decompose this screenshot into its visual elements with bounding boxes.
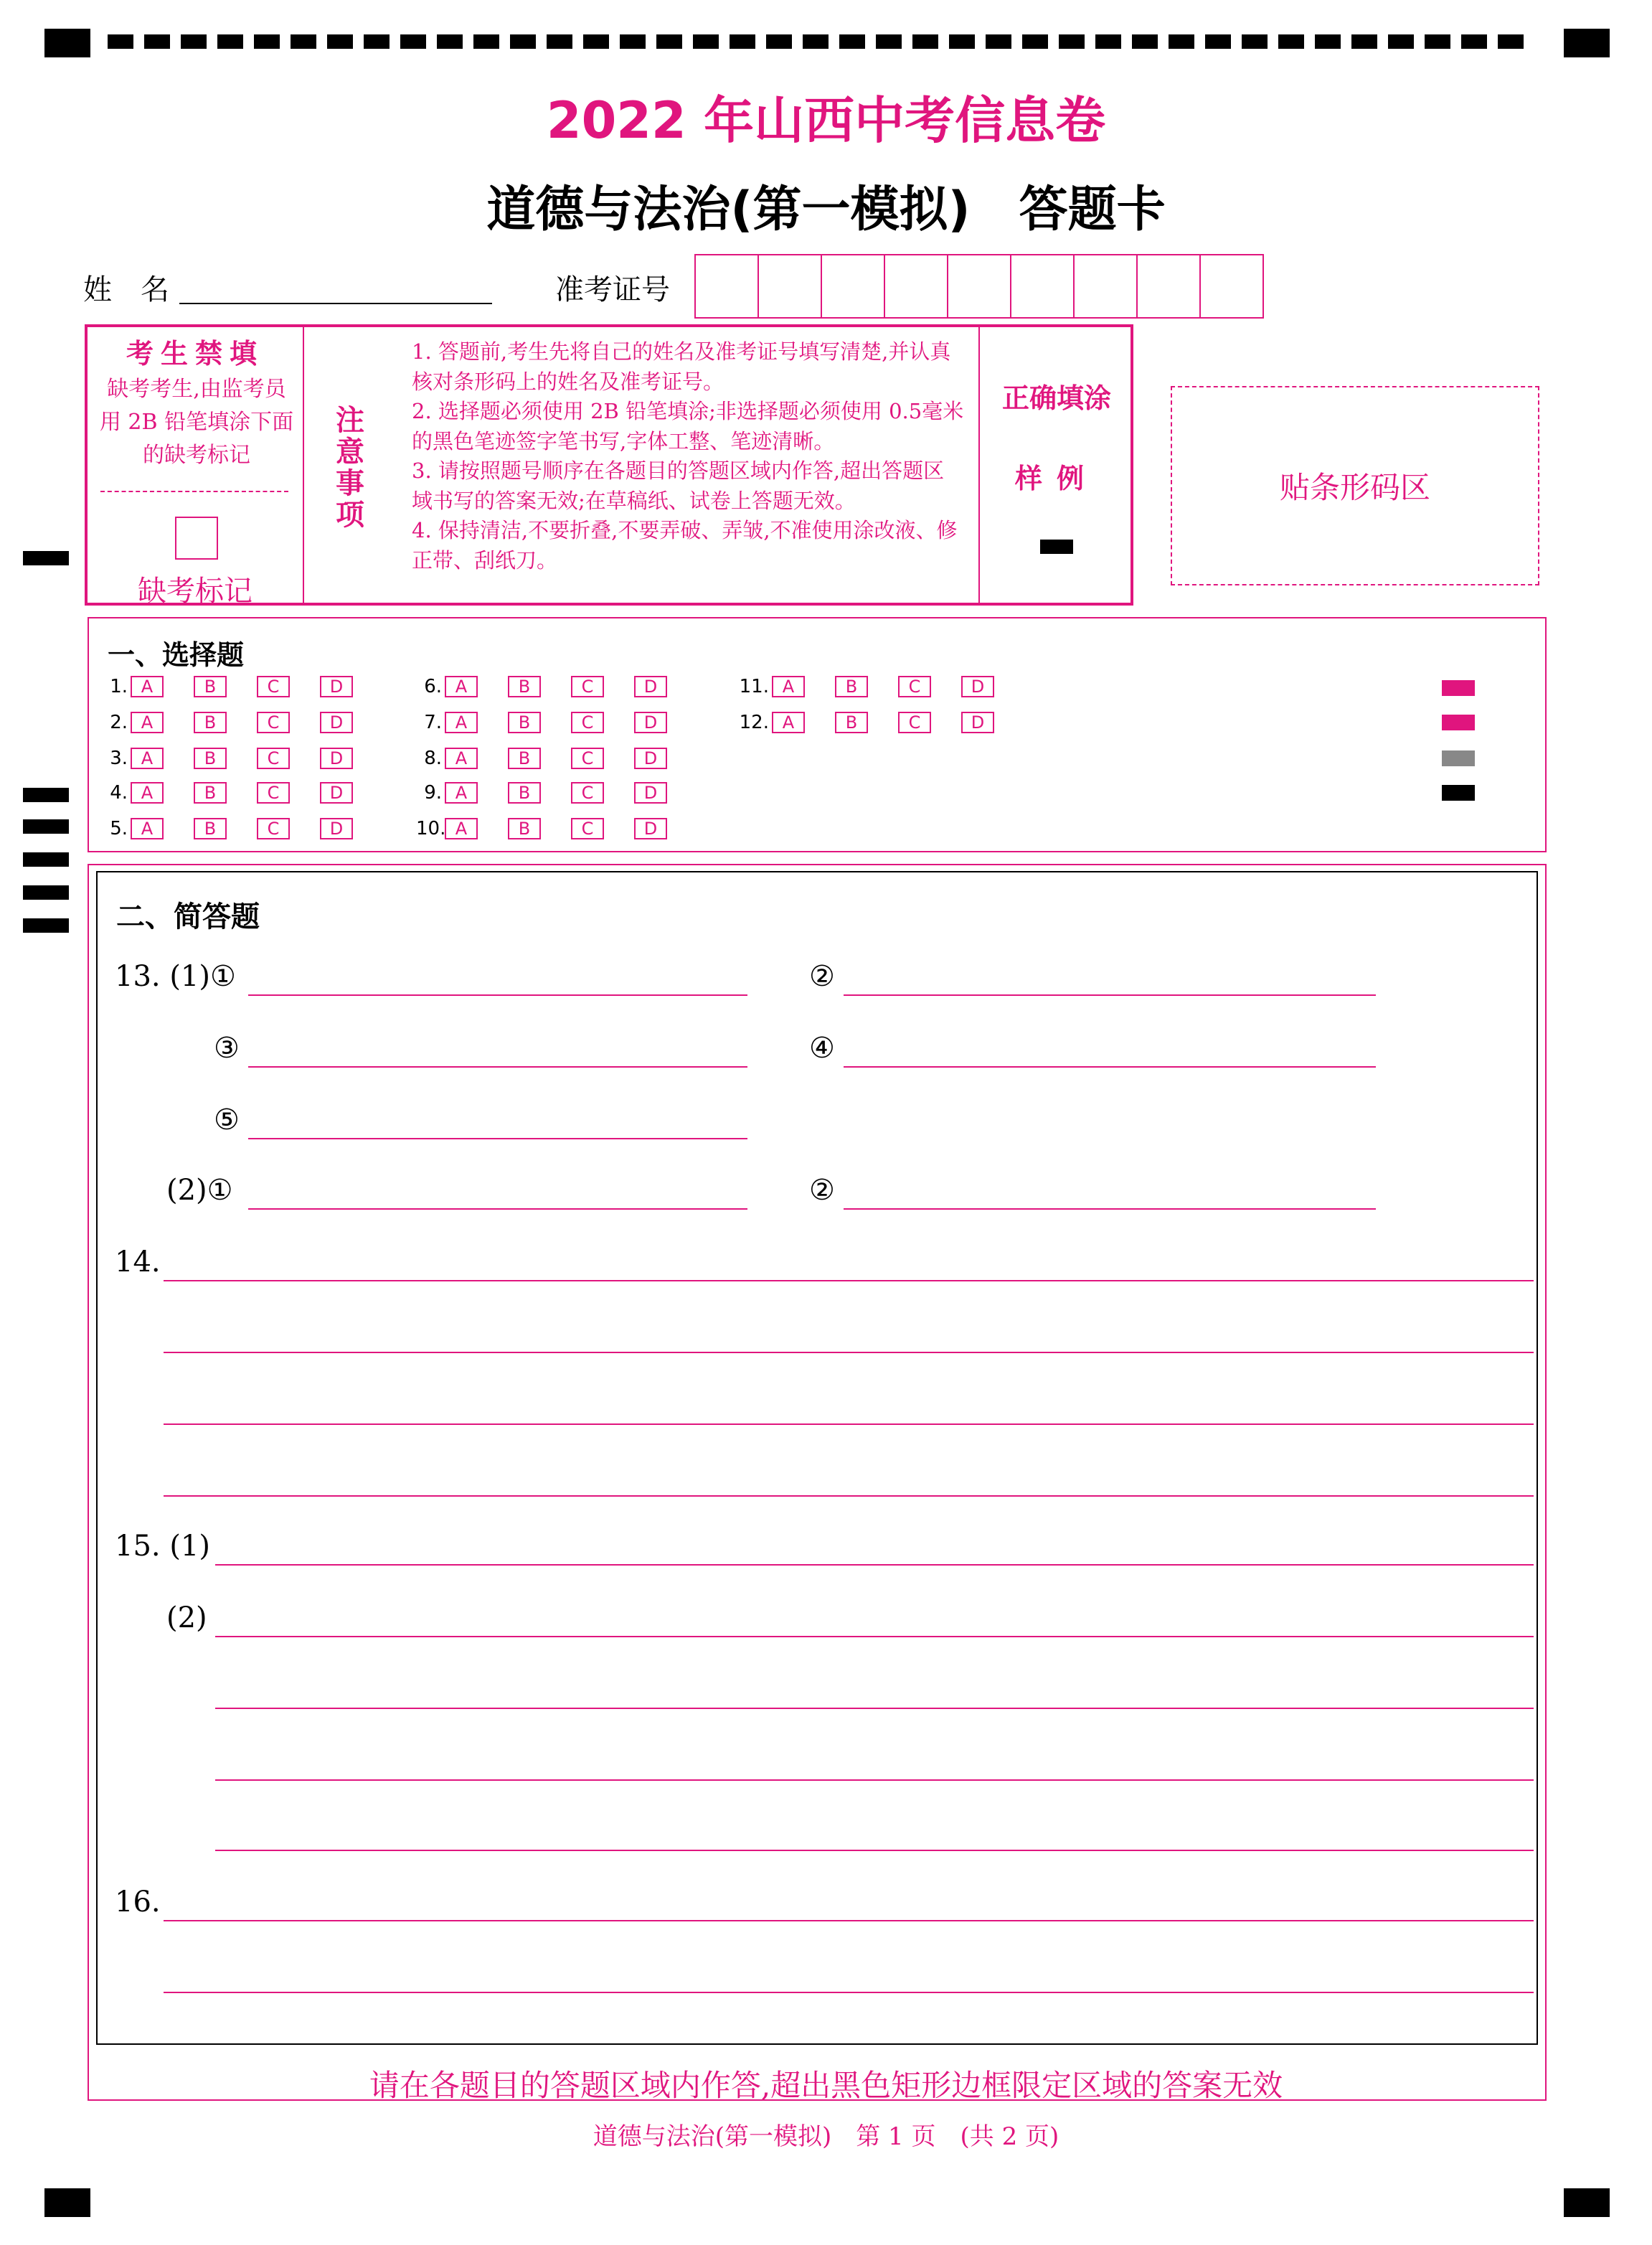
option-bubble-c[interactable]: C xyxy=(257,782,290,804)
question-number: 11. xyxy=(739,676,769,697)
timing-dash xyxy=(1169,34,1194,49)
corner-mark-top-right xyxy=(1564,29,1610,57)
timing-dash xyxy=(181,34,207,49)
option-bubble-d[interactable]: D xyxy=(634,676,667,697)
exam-id-digit-box[interactable] xyxy=(694,254,759,319)
timing-dash xyxy=(1498,34,1524,49)
timing-dash xyxy=(766,34,792,49)
question-number: 3. xyxy=(110,748,128,769)
option-bubble-a[interactable]: A xyxy=(445,676,478,697)
timing-dash xyxy=(656,34,682,49)
exam-id-boxes xyxy=(694,254,1262,317)
answer-line[interactable] xyxy=(248,1138,747,1139)
side-mark xyxy=(23,819,69,834)
exam-id-digit-box[interactable] xyxy=(1073,254,1138,319)
correct-fill-label: 正确填涂 xyxy=(1001,382,1111,414)
timing-dash xyxy=(144,34,170,49)
timing-dash xyxy=(803,34,829,49)
question-number: 5. xyxy=(110,818,128,839)
exam-id-digit-box[interactable] xyxy=(1010,254,1075,319)
q15-2-label: (2) xyxy=(166,1601,207,1634)
choice-question-row xyxy=(416,816,697,841)
option-bubble-d[interactable]: D xyxy=(634,782,667,804)
option-bubble-c[interactable]: C xyxy=(257,818,290,839)
absence-heading: 考生禁填 xyxy=(126,338,264,370)
notice-rule: 1. 答题前,考生先将自己的姓名及准考证号填写清楚,并认真核对条形码上的姓名及准考证号。 xyxy=(412,339,951,394)
choice-question-row xyxy=(416,710,697,735)
absence-instructions: 缺考考生,由监考员用 2B 铅笔填涂下面的缺考标记 xyxy=(99,377,294,468)
calibration-mark-pink xyxy=(1442,680,1475,696)
answer-line[interactable] xyxy=(248,1066,747,1068)
barcode-area xyxy=(1171,386,1539,585)
timing-dash xyxy=(1242,34,1268,49)
option-bubble-b[interactable]: B xyxy=(194,818,227,839)
option-bubble-c[interactable]: C xyxy=(571,712,604,733)
choice-question-row xyxy=(416,746,697,771)
timing-dash xyxy=(693,34,719,49)
corner-mark-top-left xyxy=(44,29,90,57)
side-mark xyxy=(23,918,69,933)
option-bubble-d[interactable]: D xyxy=(320,676,353,697)
question-number: 6. xyxy=(424,676,442,697)
side-mark xyxy=(23,885,69,900)
notice-rule: 2. 选择题必须使用 2B 铅笔填涂;非选择题必须使用 0.5毫米的黑色笔迹签字笔书写,字体工整、笔迹清晰。 xyxy=(412,399,964,453)
exam-id-digit-box[interactable] xyxy=(1136,254,1201,319)
answer-line[interactable] xyxy=(164,1423,1534,1425)
option-bubble-a[interactable]: A xyxy=(131,712,164,733)
option-bubble-b[interactable]: B xyxy=(508,818,541,839)
q16-label: 16. xyxy=(115,1886,161,1919)
name-label: 姓 名 xyxy=(83,273,169,306)
sample-label: 样例 xyxy=(1014,463,1098,494)
exam-id-label: 准考证号 xyxy=(555,273,670,306)
q13-circle-3: ③ xyxy=(214,1032,240,1065)
sample-fill-mark xyxy=(1040,540,1073,554)
choice-question-row xyxy=(735,674,1024,699)
exam-id-digit-box[interactable] xyxy=(757,254,822,319)
option-bubble-c[interactable]: C xyxy=(898,712,931,733)
timing-dash xyxy=(291,34,316,49)
option-bubble-a[interactable]: A xyxy=(131,748,164,769)
name-field[interactable] xyxy=(179,303,492,304)
option-bubble-a[interactable]: A xyxy=(131,782,164,804)
option-bubble-a[interactable]: A xyxy=(772,676,805,697)
q13-2-circle-2: ② xyxy=(809,1174,835,1207)
exam-id-digit-box[interactable] xyxy=(821,254,885,319)
question-number: 12. xyxy=(739,712,769,733)
timing-dash xyxy=(327,34,353,49)
option-bubble-d[interactable]: D xyxy=(320,712,353,733)
timing-dash xyxy=(620,34,646,49)
side-mark xyxy=(23,551,69,565)
corner-mark-bottom-left xyxy=(44,2188,90,2217)
option-bubble-d[interactable]: D xyxy=(320,748,353,769)
timing-dash xyxy=(510,34,536,49)
choice-question-row xyxy=(102,816,383,841)
short-answer-title: 二、简答题 xyxy=(116,900,260,933)
choice-question-row xyxy=(735,710,1024,735)
choice-question-row xyxy=(102,674,383,699)
question-number: 10. xyxy=(416,818,446,839)
calibration-mark-pink xyxy=(1442,715,1475,730)
answer-line[interactable] xyxy=(164,1280,1534,1281)
question-number: 9. xyxy=(424,782,442,804)
option-bubble-c[interactable]: C xyxy=(571,818,604,839)
notice-rule: 3. 请按照题号顺序在各题目的答题区域内作答,超出答题区域书写的答案无效;在草稿纸、试卷上答题无效。 xyxy=(412,458,945,513)
timing-dash xyxy=(1022,34,1048,49)
answer-line[interactable] xyxy=(164,1352,1534,1353)
timing-dash xyxy=(912,34,938,49)
side-mark xyxy=(23,852,69,867)
q14-label: 14. xyxy=(115,1246,161,1279)
timing-dash xyxy=(986,34,1011,49)
side-mark xyxy=(23,788,69,802)
option-bubble-d[interactable]: D xyxy=(961,676,994,697)
calibration-mark-black xyxy=(1442,785,1475,801)
exam-id-digit-box[interactable] xyxy=(947,254,1011,319)
option-bubble-d[interactable]: D xyxy=(320,818,353,839)
option-bubble-d[interactable]: D xyxy=(320,782,353,804)
q13-circle-4: ④ xyxy=(809,1032,835,1065)
option-bubble-c[interactable]: C xyxy=(257,712,290,733)
option-bubble-c[interactable]: C xyxy=(257,676,290,697)
question-number: 8. xyxy=(424,748,442,769)
timing-dash xyxy=(108,34,133,49)
option-bubble-b[interactable]: B xyxy=(508,748,541,769)
choice-question-row xyxy=(102,710,383,735)
timing-dash xyxy=(473,34,499,49)
option-bubble-d[interactable]: D xyxy=(634,712,667,733)
option-bubble-b[interactable]: B xyxy=(508,676,541,697)
choice-section-title: 一、选择题 xyxy=(108,639,245,671)
timing-dash xyxy=(437,34,463,49)
exam-id-digit-box[interactable] xyxy=(1199,254,1264,319)
timing-dash xyxy=(1388,34,1414,49)
question-number: 1. xyxy=(110,676,128,697)
answer-line[interactable] xyxy=(164,1495,1534,1497)
answer-line[interactable] xyxy=(844,1066,1376,1068)
answer-line[interactable] xyxy=(164,1992,1534,1993)
choice-question-row xyxy=(102,746,383,771)
option-bubble-b[interactable]: B xyxy=(194,676,227,697)
notice-rules xyxy=(412,337,964,575)
option-bubble-a[interactable]: A xyxy=(131,818,164,839)
option-bubble-a[interactable]: A xyxy=(131,676,164,697)
option-bubble-b[interactable]: B xyxy=(835,712,868,733)
q13-circle-2: ② xyxy=(809,960,835,993)
timing-dash xyxy=(1351,34,1377,49)
option-bubble-a[interactable]: A xyxy=(445,818,478,839)
answer-line[interactable] xyxy=(248,994,747,996)
timing-dash xyxy=(364,34,390,49)
option-bubble-c[interactable]: C xyxy=(571,782,604,804)
q13-2-label: (2)① xyxy=(166,1174,233,1207)
timing-dash xyxy=(1461,34,1487,49)
option-bubble-b[interactable]: B xyxy=(194,712,227,733)
timing-dash xyxy=(730,34,755,49)
timing-dash xyxy=(547,34,572,49)
notice-divider xyxy=(978,324,980,606)
timing-dash xyxy=(1315,34,1341,49)
option-bubble-b[interactable]: B xyxy=(508,782,541,804)
page-subtitle: 道德与法治(第一模拟) 答题卡 xyxy=(486,182,1166,238)
timing-dash xyxy=(1205,34,1231,49)
answer-line[interactable] xyxy=(215,1564,1534,1566)
timing-dash xyxy=(254,34,280,49)
option-bubble-c[interactable]: C xyxy=(898,676,931,697)
option-bubble-a[interactable]: A xyxy=(445,782,478,804)
timing-dash xyxy=(1059,34,1085,49)
option-bubble-a[interactable]: A xyxy=(445,748,478,769)
question-number: 7. xyxy=(424,712,442,733)
absence-divider xyxy=(100,491,288,492)
timing-dash xyxy=(1425,34,1450,49)
notice-rule: 4. 保持清洁,不要折叠,不要弄破、弄皱,不准使用涂改液、修正带、刮纸刀。 xyxy=(412,518,958,573)
answer-region-warning: 请在各题目的答题区域内作答,超出黑色矩形边框限定区域的答案无效 xyxy=(369,2068,1283,2103)
absence-mark-box[interactable] xyxy=(175,517,218,560)
option-bubble-d[interactable]: D xyxy=(634,748,667,769)
barcode-area-label: 贴条形码区 xyxy=(1279,470,1430,505)
answer-line[interactable] xyxy=(248,1208,747,1210)
q13-circle-5: ⑤ xyxy=(214,1103,240,1136)
calibration-mark-gray xyxy=(1442,750,1475,766)
answer-line[interactable] xyxy=(215,1708,1534,1709)
timing-dash xyxy=(949,34,975,49)
timing-dash xyxy=(1095,34,1121,49)
answer-line[interactable] xyxy=(215,1850,1534,1851)
option-bubble-a[interactable]: A xyxy=(445,712,478,733)
q13-1-label: 13. (1)① xyxy=(115,960,236,993)
absence-mark-label: 缺考标记 xyxy=(138,575,252,608)
corner-mark-bottom-right xyxy=(1564,2188,1610,2217)
q15-1-label: 15. (1) xyxy=(115,1530,210,1563)
answer-line[interactable] xyxy=(844,994,1376,996)
question-number: 4. xyxy=(110,782,128,804)
option-bubble-b[interactable]: B xyxy=(835,676,868,697)
choice-question-row xyxy=(416,781,697,805)
option-bubble-d[interactable]: D xyxy=(634,818,667,839)
option-bubble-b[interactable]: B xyxy=(194,782,227,804)
answer-line[interactable] xyxy=(215,1636,1534,1637)
answer-line[interactable] xyxy=(164,1920,1534,1921)
option-bubble-c[interactable]: C xyxy=(571,748,604,769)
timing-dash xyxy=(839,34,865,49)
option-bubble-b[interactable]: B xyxy=(508,712,541,733)
answer-line[interactable] xyxy=(215,1779,1534,1781)
timing-dash xyxy=(400,34,426,49)
question-number: 2. xyxy=(110,712,128,733)
option-bubble-b[interactable]: B xyxy=(194,748,227,769)
timing-dash xyxy=(1278,34,1304,49)
notice-heading: 注意事项 xyxy=(336,404,364,532)
page-title: 2022 年山西中考信息卷 xyxy=(546,91,1106,150)
choice-question-row xyxy=(416,674,697,699)
page-number: 道德与法治(第一模拟) 第 1 页 (共 2 页) xyxy=(593,2122,1059,2151)
timing-dash xyxy=(1132,34,1158,49)
option-bubble-c[interactable]: C xyxy=(571,676,604,697)
timing-dash xyxy=(217,34,243,49)
option-bubble-c[interactable]: C xyxy=(257,748,290,769)
answer-line[interactable] xyxy=(844,1208,1376,1210)
exam-id-digit-box[interactable] xyxy=(884,254,948,319)
choice-question-row xyxy=(102,781,383,805)
timing-dash xyxy=(876,34,902,49)
timing-dash xyxy=(583,34,609,49)
option-bubble-d[interactable]: D xyxy=(961,712,994,733)
option-bubble-a[interactable]: A xyxy=(772,712,805,733)
